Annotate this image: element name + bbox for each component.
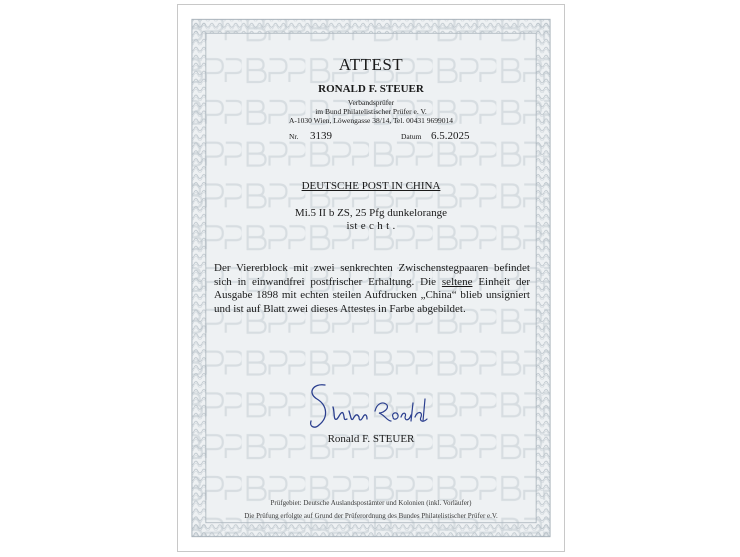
issuer-line-3: A-1030 Wien, Löwengasse 38/14, Tel. 00431 9699014	[288, 116, 454, 125]
certificate-body	[214, 262, 530, 316]
certificate-title: ATTEST	[338, 55, 404, 74]
section-heading: DEUTSCHE POST IN CHINA	[301, 180, 441, 192]
date-value: 6.5.2025	[431, 130, 470, 142]
certificate-content	[178, 5, 564, 551]
signer-name: Ronald F. STEUER	[327, 433, 415, 445]
stamp-description: Mi.5 II b ZS, 25 Pfg dunkelorange	[294, 207, 448, 219]
footer-scope: Prüfgebiet: Deutsche Auslandspostämter und Kolonien (inkl. Vorläufer)	[270, 499, 472, 507]
date-label: Datum	[401, 132, 422, 141]
body-text-underlined: seltene	[441, 275, 473, 288]
verdict: ist e c h t .	[346, 220, 396, 232]
certificate-sheet	[177, 4, 565, 552]
issuer-line-2: im Bund Philatelistischer Prüfer e. V.	[315, 107, 427, 116]
issuer-name: RONALD F. STEUER	[318, 83, 424, 95]
footer-rules: Die Prüfung erfolgte auf Grund der Prüferordnung des Bundes Philatelistischer Prüfer e.V.	[244, 512, 498, 520]
issuer-line-1: Verbandsprüfer	[347, 98, 395, 107]
number-label: Nr.	[289, 132, 299, 141]
number-value: 3139	[310, 130, 332, 142]
body-text-part-2: Einheit der Ausgabe 1898 mit echten steilen Aufdrucken „China“ blieb unsigniert und ist auf Blatt zwei dieses Attestes in Farbe abgebildet.	[214, 275, 530, 315]
body-text-part-1: Der Viererblock mit zwei senkrechten Zwischenstegpaaren befindet sich in einwandfrei postfrischer Erhaltung. Die	[214, 262, 530, 288]
